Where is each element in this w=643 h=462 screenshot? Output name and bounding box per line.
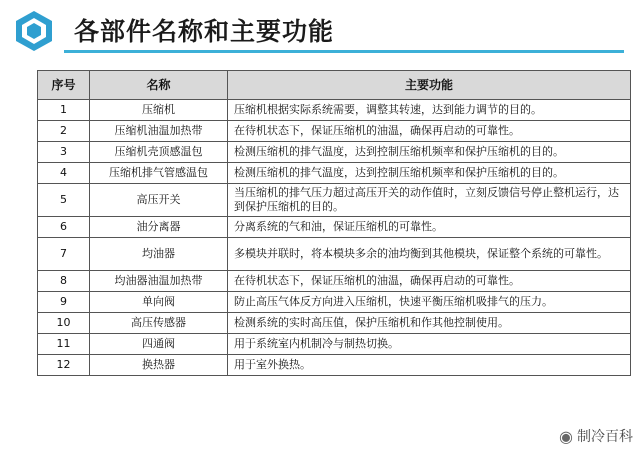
row-no: 7 <box>38 238 90 271</box>
row-no: 3 <box>38 142 90 163</box>
table-row <box>38 142 631 163</box>
row-function: 多模块并联时，将本模块多余的油均衡到其他模块，保证整个系统的可靠性。 <box>228 238 631 271</box>
table-row <box>38 238 631 271</box>
source-badge <box>559 426 633 446</box>
title-divider <box>64 50 624 53</box>
wechat-icon: ◉ <box>559 426 573 446</box>
table-row <box>38 271 631 292</box>
row-no: 1 <box>38 100 90 121</box>
row-function: 当压缩机的排气压力超过高压开关的动作值时，立刻反馈信号停止整机运行，达到保护压缩机的目的。 <box>228 184 631 217</box>
row-function: 防止高压气体反方向进入压缩机，快速平衡压缩机吸排气的压力。 <box>228 292 631 313</box>
table-row <box>38 292 631 313</box>
row-no: 2 <box>38 121 90 142</box>
row-no: 12 <box>38 355 90 376</box>
row-name: 均油器 <box>90 238 228 271</box>
hexagon-icon <box>12 9 56 53</box>
table-header-row <box>38 71 631 100</box>
row-name: 高压传感器 <box>90 313 228 334</box>
component-table <box>37 70 631 376</box>
row-name: 压缩机排气管感温包 <box>90 163 228 184</box>
row-no: 10 <box>38 313 90 334</box>
row-name: 压缩机 <box>90 100 228 121</box>
row-function: 检测系统的实时高压值，保护压缩机和作其他控制使用。 <box>228 313 631 334</box>
slide-header <box>0 0 643 58</box>
source-badge-label: 制冷百科 <box>577 429 633 445</box>
row-function: 检测压缩机的排气温度，达到控制压缩机频率和保护压缩机的目的。 <box>228 142 631 163</box>
row-name: 压缩机壳顶感温包 <box>90 142 228 163</box>
row-name: 压缩机油温加热带 <box>90 121 228 142</box>
row-function: 用于室外换热。 <box>228 355 631 376</box>
row-function: 检测压缩机的排气温度，达到控制压缩机频率和保护压缩机的目的。 <box>228 163 631 184</box>
row-function: 在待机状态下，保证压缩机的油温，确保再启动的可靠性。 <box>228 271 631 292</box>
row-no: 9 <box>38 292 90 313</box>
component-table-container <box>37 70 630 376</box>
row-function: 在待机状态下，保证压缩机的油温，确保再启动的可靠性。 <box>228 121 631 142</box>
row-name: 高压开关 <box>90 184 228 217</box>
row-no: 5 <box>38 184 90 217</box>
row-name: 均油器油温加热带 <box>90 271 228 292</box>
table-row <box>38 121 631 142</box>
row-name: 四通阀 <box>90 334 228 355</box>
row-function: 用于系统室内机制冷与制热切换。 <box>228 334 631 355</box>
table-row <box>38 184 631 217</box>
header-name: 名称 <box>90 71 228 100</box>
row-no: 6 <box>38 217 90 238</box>
header-no: 序号 <box>38 71 90 100</box>
table-row <box>38 100 631 121</box>
page-title: 各部件名称和主要功能 <box>74 17 335 46</box>
table-row <box>38 217 631 238</box>
row-function: 分离系统的气和油，保证压缩机的可靠性。 <box>228 217 631 238</box>
table-row <box>38 334 631 355</box>
row-name: 换热器 <box>90 355 228 376</box>
table-row <box>38 163 631 184</box>
row-no: 8 <box>38 271 90 292</box>
table-row <box>38 313 631 334</box>
header-function: 主要功能 <box>228 71 631 100</box>
row-name: 油分离器 <box>90 217 228 238</box>
row-name: 单向阀 <box>90 292 228 313</box>
row-no: 11 <box>38 334 90 355</box>
table-row <box>38 355 631 376</box>
row-function: 压缩机根据实际系统需要，调整其转速，达到能力调节的目的。 <box>228 100 631 121</box>
row-no: 4 <box>38 163 90 184</box>
